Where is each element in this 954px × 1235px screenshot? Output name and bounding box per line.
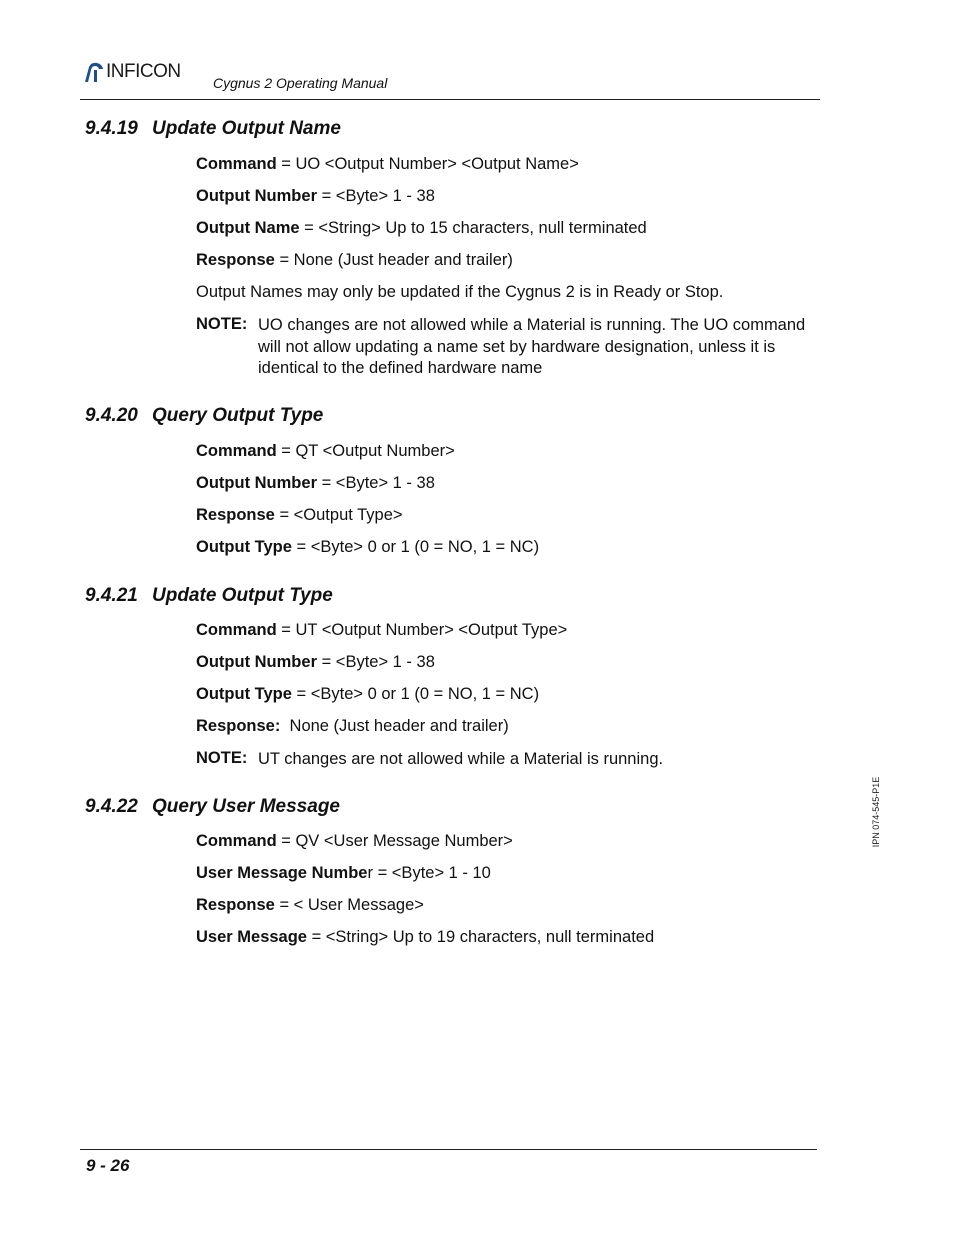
spec-line <box>196 621 567 640</box>
spec-line <box>196 474 435 493</box>
inficon-logo <box>82 60 181 84</box>
spec-line <box>196 506 403 525</box>
spec-label: Command <box>196 621 277 639</box>
spec-label: Response: <box>196 717 281 735</box>
section-title: Update Output Type <box>152 585 333 606</box>
header-divider <box>80 99 820 100</box>
section-number: 9.4.20 <box>85 405 138 426</box>
spec-text: = <Output Type> <box>274 506 403 524</box>
section-title: Query User Message <box>152 796 340 817</box>
spec-label: Output Name <box>196 219 300 237</box>
spec-text: = <String> Up to 15 characters, null terminated <box>299 219 647 237</box>
spec-text: = <Byte> 1 - 38 <box>317 653 435 671</box>
page-number: 9 - 26 <box>86 1156 130 1175</box>
spec-text: = QV <User Message Number> <box>276 832 513 850</box>
spec-line <box>196 928 654 947</box>
note-text: UT changes are not allowed while a Material is running. <box>258 750 664 768</box>
manual-title: Cygnus 2 Operating Manual <box>213 75 388 91</box>
spec-label: Output Number <box>196 474 317 492</box>
spec-text: r = <Byte> 1 - 10 <box>367 864 491 882</box>
spec-label: User Message Numbe <box>196 864 368 882</box>
spec-label: Output Number <box>196 187 317 205</box>
footer-divider <box>80 1149 817 1150</box>
spec-text: = <Byte> 0 or 1 (0 = NO, 1 = NC) <box>291 538 540 556</box>
spec-text: = <Byte> 0 or 1 (0 = NO, 1 = NC) <box>291 685 540 703</box>
spec-label: Command <box>196 442 277 460</box>
spec-line <box>196 896 424 915</box>
spec-label: Output Type <box>196 685 292 703</box>
section-number: 9.4.19 <box>85 118 138 139</box>
section-heading <box>85 405 323 427</box>
spec-line <box>196 442 455 461</box>
document-ipn-label: IPN 074-545-P1E <box>871 776 881 848</box>
spec-line <box>196 187 435 206</box>
note-text: UO changes are not allowed while a Material is running. The UO command will not allow updating a name set by hardware designation, unless it is identical to the defined hardware name <box>258 316 806 377</box>
spec-label: Output Type <box>196 538 292 556</box>
spec-text: = < User Message> <box>274 896 424 914</box>
spec-line <box>196 685 539 704</box>
spec-text: = <Byte> 1 - 38 <box>317 474 435 492</box>
spec-line <box>196 155 579 174</box>
brand-name: INFICON <box>106 61 181 82</box>
section-number: 9.4.22 <box>85 796 138 817</box>
spec-text: None (Just header and trailer) <box>280 717 509 735</box>
spec-line <box>196 864 491 883</box>
spec-line <box>196 538 539 557</box>
spec-label: Response <box>196 251 275 269</box>
section-number: 9.4.21 <box>85 585 138 606</box>
spec-line <box>196 717 509 736</box>
spec-line <box>196 219 647 238</box>
body-paragraph <box>196 283 723 302</box>
spec-text: = <Byte> 1 - 38 <box>317 187 435 205</box>
note-label: NOTE: <box>196 749 248 767</box>
section-title: Query Output Type <box>152 405 324 426</box>
spec-label: Response <box>196 896 275 914</box>
body-text: Output Names may only be updated if the Cygnus 2 is in Ready or Stop. <box>196 283 724 301</box>
spec-text: = <String> Up to 19 characters, null terminated <box>306 928 655 946</box>
spec-line <box>196 251 513 270</box>
section-heading <box>85 796 340 818</box>
spec-text: = UT <Output Number> <Output Type> <box>276 621 568 639</box>
spec-label: Command <box>196 155 277 173</box>
section-heading <box>85 585 333 607</box>
inficon-logo-icon <box>82 61 104 83</box>
spec-label: Response <box>196 506 275 524</box>
section-title: Update Output Name <box>152 118 341 139</box>
spec-label: User Message <box>196 928 307 946</box>
spec-text: = UO <Output Number> <Output Name> <box>276 155 579 173</box>
spec-label: Command <box>196 832 277 850</box>
note-label: NOTE: <box>196 315 248 333</box>
section-heading <box>85 118 341 140</box>
spec-text: = None (Just header and trailer) <box>274 251 513 269</box>
spec-label: Output Number <box>196 653 317 671</box>
spec-line <box>196 832 513 851</box>
spec-text: = QT <Output Number> <box>276 442 455 460</box>
spec-line <box>196 653 435 672</box>
